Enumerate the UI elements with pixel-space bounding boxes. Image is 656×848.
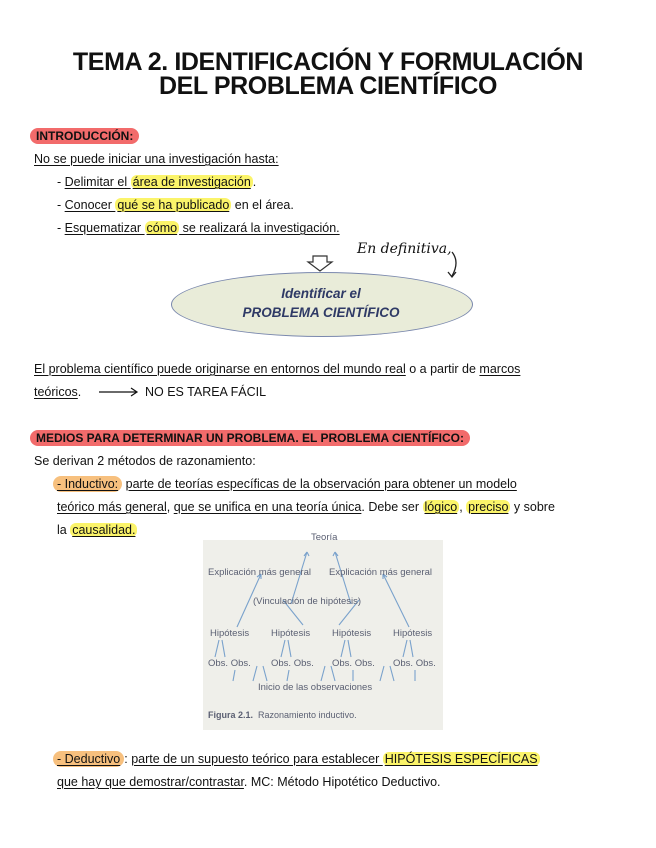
deductivo-line-1 bbox=[53, 751, 540, 767]
figure-caption bbox=[208, 710, 357, 720]
inductivo-text: teórico más general bbox=[57, 500, 167, 514]
deductivo-line-2 bbox=[57, 774, 441, 790]
figure-caption-text: Razonamiento inductivo. bbox=[258, 710, 357, 720]
not-easy-text: NO ES TAREA FÁCIL bbox=[145, 385, 267, 399]
inductivo-text: y sobre bbox=[510, 500, 555, 514]
list-bullet: - bbox=[57, 198, 65, 212]
inductivo-line-2 bbox=[57, 499, 555, 515]
inductivo-text: . Debe ser bbox=[361, 500, 423, 514]
intro-heading: INTRODUCCIÓN: bbox=[30, 128, 139, 144]
page-subtitle: DEL PROBLEMA CIENTÍFICO bbox=[158, 72, 498, 100]
paragraph-line-1 bbox=[34, 361, 520, 377]
inductivo-line-3 bbox=[57, 522, 137, 538]
curved-arrow-icon bbox=[440, 250, 464, 282]
deductivo-label: - Deductivo bbox=[53, 751, 124, 767]
figure-hipotesis: Hipótesis bbox=[271, 628, 311, 639]
inductivo-text: que se unifica en una teoría única bbox=[173, 500, 362, 514]
inductivo-text: parte de teorías específicas de la observación para obtener un modelo bbox=[125, 477, 517, 491]
inductivo-line-1 bbox=[53, 476, 517, 492]
figure-hipotesis: Hipótesis bbox=[210, 628, 250, 639]
key-concept-text bbox=[171, 284, 471, 322]
list-item bbox=[57, 197, 294, 213]
figure-teoria: Teoría bbox=[311, 532, 338, 543]
down-arrow-icon bbox=[306, 255, 334, 273]
inductivo-highlight: lógico bbox=[424, 500, 458, 514]
medios-lead: Se derivan 2 métodos de razonamiento: bbox=[34, 454, 256, 468]
deductivo-text: : bbox=[124, 752, 132, 766]
inductivo-text: , bbox=[459, 500, 467, 514]
inductivo-text: , bbox=[166, 500, 174, 514]
figure-obs: Obs. Obs. bbox=[271, 658, 314, 669]
list-item bbox=[57, 220, 340, 236]
paragraph-text: o a partir de bbox=[405, 362, 480, 376]
key-concept-line1: Identificar el bbox=[281, 286, 361, 301]
figure-obs: Obs. Obs. bbox=[208, 658, 251, 669]
inductivo-highlight: causalidad. bbox=[72, 523, 136, 537]
figure-caption-label: Figura 2.1. bbox=[208, 710, 254, 720]
list-text bbox=[65, 198, 232, 212]
list-text-a: Conocer bbox=[64, 198, 116, 212]
list-text-a: Esquematizar bbox=[64, 221, 145, 235]
deductivo-text: . MC: Método Hipotético Deductivo. bbox=[243, 775, 441, 789]
figure-hipotesis: Hipótesis bbox=[393, 628, 433, 639]
list-text-b: en el área. bbox=[231, 198, 294, 212]
intro-lead: No se puede iniciar una investigación hasta: bbox=[34, 152, 279, 166]
figure-obs: Obs. Obs. bbox=[332, 658, 375, 669]
inductivo-highlight: preciso bbox=[468, 500, 509, 514]
page-title: TEMA 2. IDENTIFICACIÓN Y FORMULACIÓN bbox=[72, 48, 584, 76]
key-concept-line2: PROBLEMA CIENTÍFICO bbox=[242, 305, 400, 320]
figure-explicacion-left: Explicación más general bbox=[208, 567, 311, 578]
figure-hipotesis: Hipótesis bbox=[332, 628, 372, 639]
list-item bbox=[57, 174, 256, 190]
list-bullet: - bbox=[57, 221, 65, 235]
medios-heading: MEDIOS PARA DETERMINAR UN PROBLEMA. EL PROBLEMA CIENTÍFICO: bbox=[30, 430, 470, 446]
paragraph-text: marcos bbox=[479, 362, 521, 376]
figure-inductive-reasoning bbox=[203, 532, 443, 730]
list-highlight: qué se ha publicado bbox=[117, 198, 230, 212]
section-heading-intro bbox=[30, 128, 139, 144]
list-text-b: . bbox=[252, 175, 257, 189]
paragraph-text: . bbox=[77, 385, 82, 399]
deductivo-text: que hay que demostrar/contrastar bbox=[57, 775, 244, 789]
paragraph-text: teóricos bbox=[34, 385, 78, 399]
deductivo-text: parte de un supuesto teórico para establecer bbox=[131, 752, 383, 766]
section-heading-medios bbox=[30, 430, 470, 446]
figure-explicacion-right: Explicación más general bbox=[329, 567, 432, 578]
list-highlight: cómo bbox=[146, 221, 178, 235]
handwritten-note: En definitiva, bbox=[357, 241, 452, 257]
list-highlight: área de investigación bbox=[132, 175, 251, 189]
inductivo-text: la bbox=[57, 523, 71, 537]
paragraph-text: El problema científico puede originarse en entornos del mundo real bbox=[34, 362, 406, 376]
list-bullet: - bbox=[57, 175, 65, 189]
list-text-a: Delimitar el bbox=[64, 175, 131, 189]
deductivo-highlight: HIPÓTESIS ESPECÍFICAS bbox=[384, 752, 538, 766]
inductivo-label: - Inductivo: bbox=[53, 476, 122, 492]
list-text bbox=[65, 221, 340, 235]
right-arrow-icon bbox=[97, 386, 141, 398]
figure-inicio: Inicio de las observaciones bbox=[258, 682, 373, 693]
figure-obs: Obs. Obs. bbox=[393, 658, 436, 669]
list-text-b: se realizará la investigación. bbox=[179, 221, 340, 235]
list-text bbox=[65, 175, 253, 189]
figure-vinculacion: (Vinculación de hipótesis) bbox=[253, 596, 362, 607]
paragraph-line-2 bbox=[34, 384, 81, 400]
